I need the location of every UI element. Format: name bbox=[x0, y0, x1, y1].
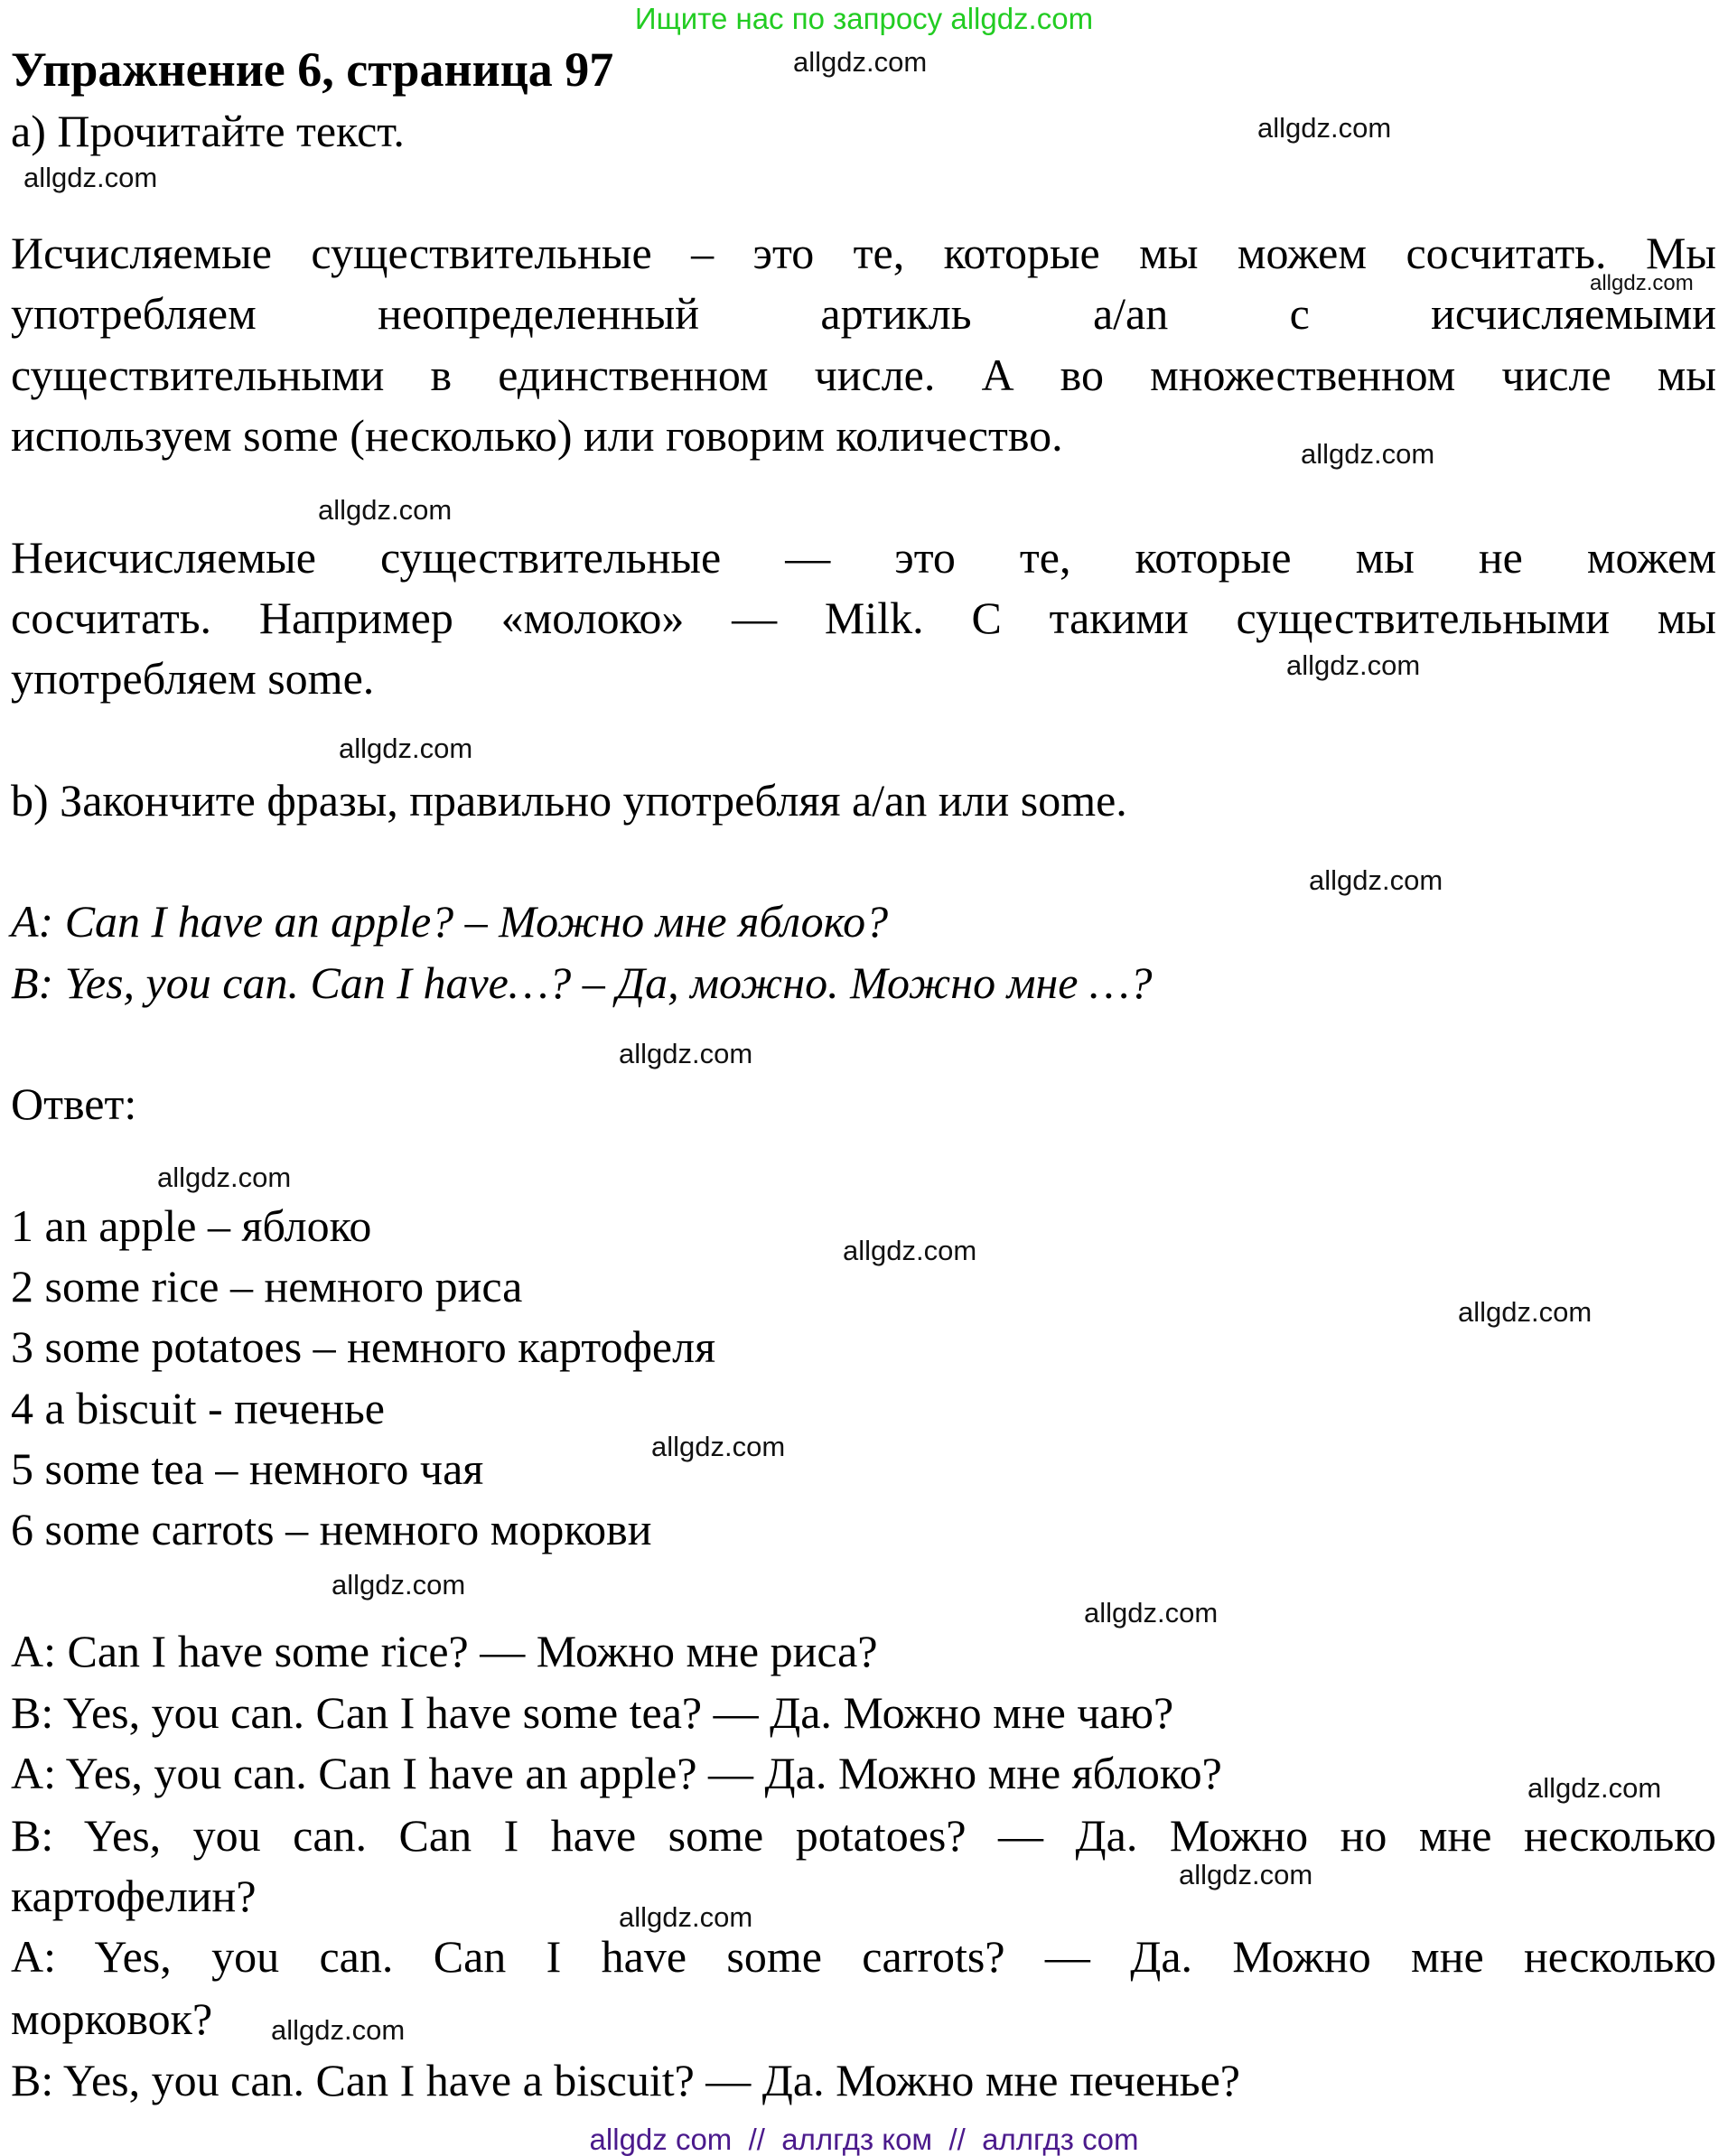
dialogue-line: A: Yes, you can. Can I have an apple? — Да. Можно мне яблоко? bbox=[11, 1748, 1222, 1798]
watermark: allgdz.com bbox=[619, 1038, 753, 1069]
watermark: allgdz.com bbox=[1179, 1859, 1313, 1890]
search-banner: Ищите нас по запросу allgdz.com bbox=[634, 2, 1094, 35]
watermark: allgdz.com bbox=[619, 1901, 753, 1933]
watermark: allgdz.com bbox=[651, 1431, 786, 1462]
watermark: allgdz.com bbox=[1527, 1772, 1662, 1804]
answer-item: 3 some potatoes – немного картофеля bbox=[11, 1321, 716, 1372]
watermark: allgdz.com bbox=[271, 2014, 406, 2046]
dialogue-line: A: Can I have some rice? — Можно мне риса? bbox=[11, 1626, 878, 1676]
watermark: allgdz.com bbox=[1257, 112, 1392, 144]
para1-line: существительными в единственном числе. А во множественном числе мы bbox=[11, 350, 1716, 400]
answer-item: 1 an apple – яблоко bbox=[11, 1200, 372, 1251]
watermark: allgdz.com bbox=[318, 494, 453, 526]
para2-line: сосчитать. Например «молоко» — Milk. С такими существительными мы bbox=[11, 593, 1716, 643]
dialogue-line: B: Yes, you can. Can I have a biscuit? — Да. Можно мне печенье? bbox=[11, 2055, 1240, 2105]
dialogue-line: морковок? bbox=[11, 1993, 213, 2044]
para2-line: Неисчисляемые существительные — это те, которые мы не можем bbox=[11, 532, 1716, 583]
page-title: Упражнение 6, страница 97 bbox=[11, 42, 614, 97]
para1-line: Исчисляемые существительные – это те, которые мы можем сосчитать. Мы bbox=[11, 228, 1716, 278]
para2-line: употребляем some. bbox=[11, 653, 375, 704]
answer-item: 5 some tea – немного чая bbox=[11, 1443, 484, 1494]
watermark: allgdz.com bbox=[339, 733, 473, 764]
watermark: allgdz.com bbox=[157, 1162, 292, 1193]
example-line: B: Yes, you can. Can I have…? – Да, можно. Можно мне …? bbox=[11, 957, 1153, 1008]
answer-item: 4 a biscuit - печенье bbox=[11, 1383, 385, 1433]
watermark: allgdz.com bbox=[843, 1235, 977, 1266]
task-a-heading: а) Прочитайте текст. bbox=[11, 106, 405, 156]
answer-item: 6 some carrots – немного моркови bbox=[11, 1504, 652, 1554]
watermark: allgdz.com bbox=[1458, 1296, 1593, 1328]
watermark: allgdz.com bbox=[1286, 649, 1421, 681]
watermark: allgdz.com bbox=[793, 46, 928, 78]
dialogue-line: A: Yes, you can. Can I have some carrots? — Да. Можно мне несколько bbox=[11, 1931, 1716, 1982]
para1-line: употребляем неопределенный артикль a/an с исчисляемыми bbox=[11, 288, 1716, 339]
watermark: allgdz.com bbox=[1590, 271, 1694, 295]
watermark: allgdz.com bbox=[1301, 438, 1435, 470]
para1-line: используем some (несколько) или говорим количество. bbox=[11, 410, 1063, 461]
dialogue-line: B: Yes, you can. Can I have some potatoes? — Да. Можно но мне несколько bbox=[11, 1810, 1716, 1861]
answer-label: Ответ: bbox=[11, 1078, 137, 1129]
watermark: allgdz.com bbox=[332, 1569, 466, 1601]
answer-item: 2 some rice – немного риса bbox=[11, 1261, 523, 1311]
footer-links[interactable]: allgdz com // аллгдз ком // аллгдз com bbox=[589, 2123, 1139, 2156]
task-b-heading: b) Закончите фразы, правильно употребляя a/an или some. bbox=[11, 775, 1127, 826]
watermark: allgdz.com bbox=[23, 162, 158, 193]
watermark: allgdz.com bbox=[1084, 1597, 1219, 1629]
watermark: allgdz.com bbox=[1309, 864, 1443, 896]
example-line: A: Can I have an apple? – Можно мне яблоко? bbox=[11, 896, 889, 947]
dialogue-line: картофелин? bbox=[11, 1871, 257, 1921]
dialogue-line: B: Yes, you can. Can I have some tea? — Да. Можно мне чаю? bbox=[11, 1687, 1174, 1738]
